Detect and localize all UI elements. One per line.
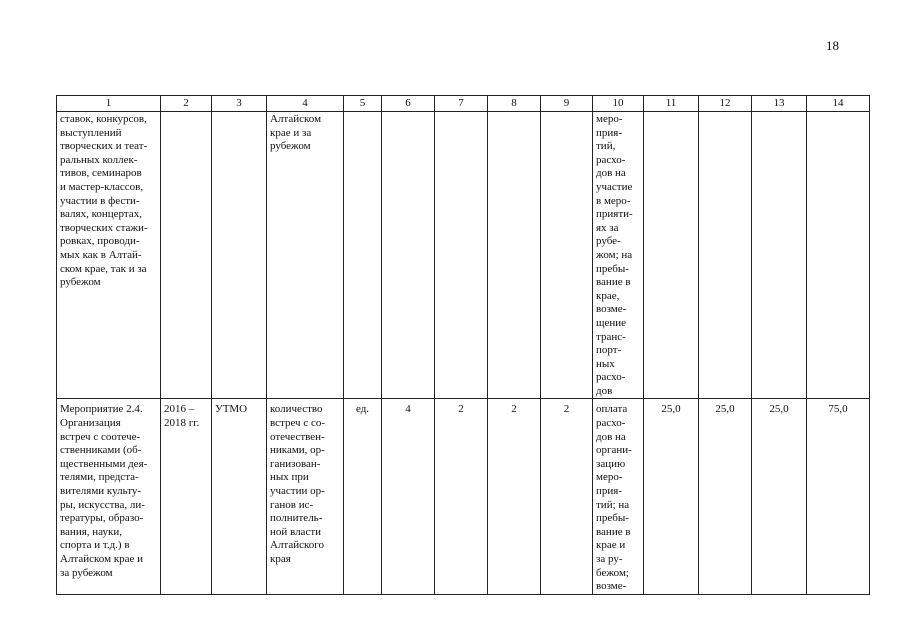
column-header: 2 (161, 96, 212, 112)
amount-cell: 75,0 (807, 399, 870, 594)
amount-cell: 25,0 (752, 399, 807, 594)
amount-cell (699, 112, 752, 399)
column-header: 1 (57, 96, 161, 112)
activity-name-cell: ставок, конкурсов, выступлений творческих и теат- ральных коллек- тивов, семинаров и мастер-классов, участии в фести- валях, концертах, творческих стажи- ровках, проводи- мых как в Алтай- ском крае, так и за рубежом (57, 112, 161, 399)
column-header: 13 (752, 96, 807, 112)
value-cell: 2 (541, 399, 593, 594)
column-header: 6 (382, 96, 435, 112)
column-header: 7 (435, 96, 488, 112)
table-header-row (57, 96, 870, 112)
value-cell: 2 (435, 399, 488, 594)
unit-cell (344, 112, 382, 399)
expense-direction-cell: оплата расхо- дов на органи- зацию меро- прия- тий; на пребы- вание в крае и за ру- бежом; возме- (593, 399, 644, 594)
value-cell (488, 112, 541, 399)
amount-cell (644, 112, 699, 399)
value-cell (435, 112, 488, 399)
value-cell: 2 (488, 399, 541, 594)
amount-cell: 25,0 (699, 399, 752, 594)
expense-direction-cell: меро- прия- тий, расхо- дов на участие в меро- прияти- ях за рубе- жом; на пребы- вание в крае, возме- щение транс- порт- ных расхо- дов (593, 112, 644, 399)
amount-cell: 25,0 (644, 399, 699, 594)
column-header: 8 (488, 96, 541, 112)
value-cell: 4 (382, 399, 435, 594)
column-header: 9 (541, 96, 593, 112)
column-header: 14 (807, 96, 870, 112)
table-row (57, 399, 870, 594)
column-header: 3 (212, 96, 267, 112)
column-header: 12 (699, 96, 752, 112)
value-cell (541, 112, 593, 399)
unit-cell: ед. (344, 399, 382, 594)
data-table (56, 95, 870, 595)
indicator-cell: Алтайском крае и за рубежом (267, 112, 344, 399)
table-row (57, 112, 870, 399)
column-header: 10 (593, 96, 644, 112)
amount-cell (752, 112, 807, 399)
executor-cell (212, 112, 267, 399)
activity-name-cell: Мероприятие 2.4. Организация встреч с соотече- ственниками (об- щественными дея- телями, предста- вителями культу- ры, искусства, ли- тературы, образо- вания, науки, спорта и т.д.) в Алтайском крае и за рубежом (57, 399, 161, 594)
period-cell: 2016 – 2018 гг. (161, 399, 212, 594)
executor-cell: УТМО (212, 399, 267, 594)
column-header: 4 (267, 96, 344, 112)
period-cell (161, 112, 212, 399)
page-number: 18 (826, 38, 839, 53)
column-header: 11 (644, 96, 699, 112)
amount-cell (807, 112, 870, 399)
value-cell (382, 112, 435, 399)
indicator-cell: количество встреч с со- отечествен- никами, ор- ганизован- ных при участии ор- ганов ис- полнитель- ной власти Алтайского края (267, 399, 344, 594)
column-header: 5 (344, 96, 382, 112)
